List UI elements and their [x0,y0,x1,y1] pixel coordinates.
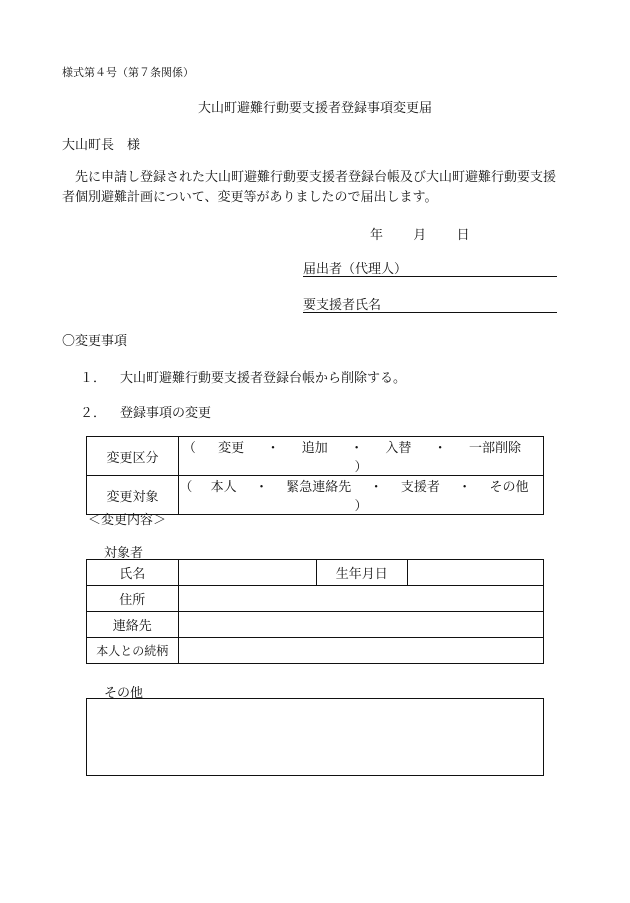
relationship-label: 本人との続柄 [87,638,179,664]
option-separator: ・ [458,480,472,495]
subject-heading: 対象者 [104,546,144,561]
option-other[interactable]: その他 [489,480,529,495]
category-row [87,437,544,476]
date-year-label: 年 [370,228,384,243]
address-label: 住所 [87,586,179,612]
category-label: 変更区分 [87,437,179,476]
target-options[interactable] [179,476,544,515]
other-heading: その他 [104,686,144,701]
option-separator: ・ [350,441,364,456]
birthdate-field[interactable] [407,560,543,586]
option-separator: ・ [433,441,447,456]
person-name-signature-line[interactable] [303,294,557,313]
contact-row [87,612,544,638]
other-field[interactable] [86,698,544,776]
addressee: 大山町長 様 [62,138,141,153]
list-item-change [80,402,211,421]
subject-table [86,559,544,664]
option-paren-close: ） [354,460,368,475]
category-options[interactable] [179,437,544,476]
item-number: ２． [80,406,107,421]
form-title: 大山町避難行動要支援者登録事項変更届 [197,101,432,116]
date-month-label: 月 [413,228,427,243]
option-change[interactable]: 変更 [218,441,245,456]
option-paren-open: （ [179,480,193,495]
name-field[interactable] [178,560,316,586]
person-name-label: 要支援者氏名 [303,298,382,313]
address-field[interactable] [178,586,543,612]
contact-field[interactable] [178,612,543,638]
body-text: 先に申請し登録された大山町避難行動要支援者登録台帳及び大山町避難行動要支援者個別避難計画について、変更等がありましたので届出します。 [62,170,557,205]
name-label: 氏名 [87,560,179,586]
notifier-label: 届出者（代理人） [303,262,408,277]
address-row [87,586,544,612]
item-text: 登録事項の変更 [120,406,212,421]
option-separator: ・ [266,441,280,456]
option-replace[interactable]: 入替 [385,441,412,456]
relationship-field[interactable] [178,638,543,664]
contact-label: 連絡先 [87,612,179,638]
item-text: 大山町避難行動要支援者登録台帳から削除する。 [120,371,407,386]
section-heading: 〇変更事項 [62,334,128,349]
item-number: １． [80,371,107,386]
option-paren-close: ） [354,499,368,514]
date-line [370,224,470,243]
form-number: 様式第４号（第７条関係） [62,66,194,79]
list-item-delete [80,367,406,386]
name-row [87,560,544,586]
option-supporter[interactable]: 支援者 [400,480,440,495]
option-separator: ・ [369,480,383,495]
relationship-row [87,638,544,664]
content-heading: ＜変更内容＞ [88,513,167,528]
change-table [86,436,544,515]
option-add[interactable]: 追加 [301,441,328,456]
option-emergency-contact[interactable]: 緊急連絡先 [286,480,352,495]
option-self[interactable]: 本人 [210,480,237,495]
birthdate-label: 生年月日 [316,560,407,586]
option-paren-open: （ [182,441,196,456]
option-separator: ・ [254,480,268,495]
date-day-label: 日 [456,228,470,243]
option-partial-delete[interactable]: 一部削除 [468,441,521,456]
notifier-signature-line[interactable] [303,258,557,277]
target-label: 変更対象 [87,476,179,515]
